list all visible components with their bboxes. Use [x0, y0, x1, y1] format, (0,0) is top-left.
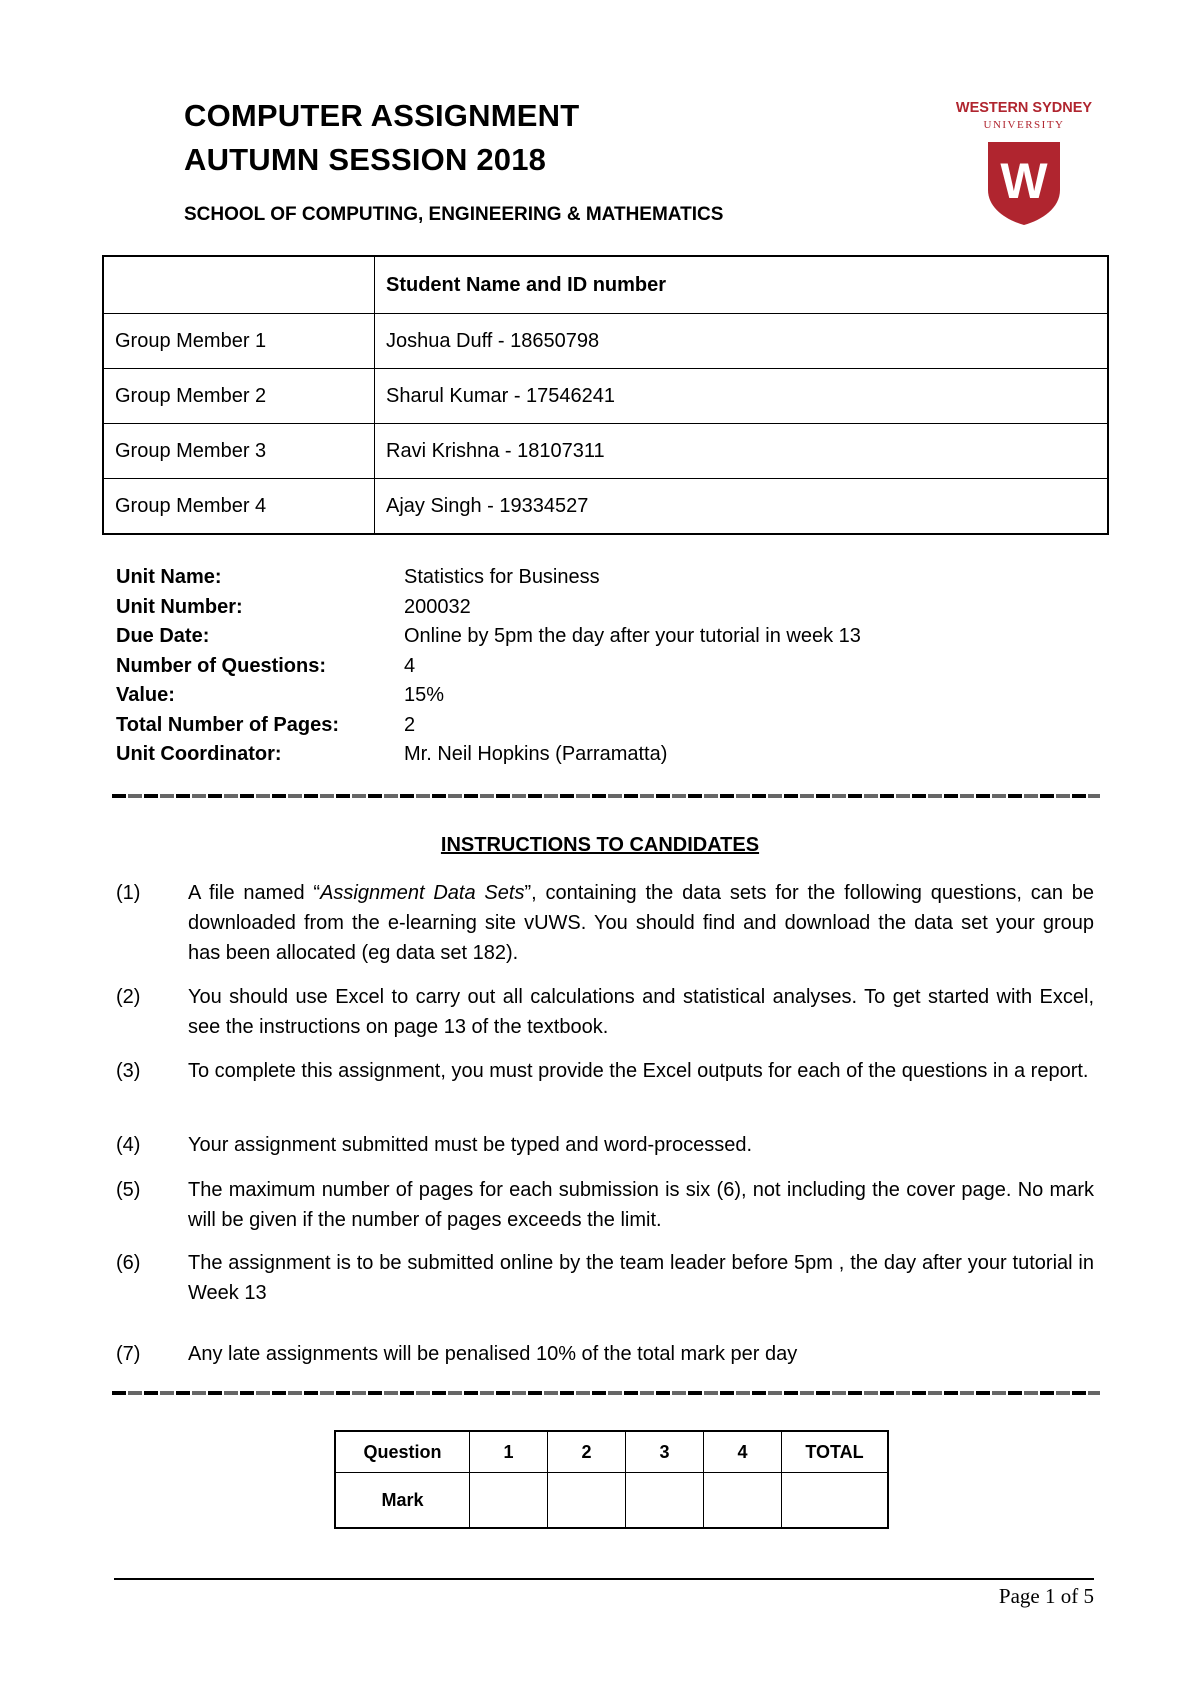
file-name: Assignment Data Sets [320, 882, 525, 904]
table-row [103, 424, 1108, 479]
instruction-text: Your assignment submitted must be typed and word-processed. [188, 1134, 753, 1156]
instruction-text: The assignment is to be submitted online by the team leader before 5pm , the day after your tutorial in Week 13 [188, 1252, 1094, 1304]
table-header-cell: Student Name and ID number [375, 256, 1109, 314]
info-value: Statistics for Business [404, 566, 600, 588]
group-members-table [102, 255, 1109, 535]
instruction-number: (7) [116, 1343, 141, 1365]
table-header-row [103, 256, 1108, 314]
instruction-number: (4) [116, 1134, 141, 1156]
table-row [335, 1431, 888, 1473]
member-label: Group Member 4 [103, 479, 375, 535]
instruction-text: To complete this assignment, you must provide the Excel outputs for each of the questions in a report. [188, 1060, 1089, 1082]
marks-header-cell: 2 [548, 1431, 626, 1473]
info-value: 4 [404, 654, 416, 677]
mark-cell [626, 1473, 704, 1529]
instruction-number: (1) [116, 882, 141, 904]
instruction-number: (6) [116, 1252, 141, 1274]
info-label: Unit Number: [116, 595, 243, 618]
member-value: Joshua Duff - 18650798 [375, 314, 1109, 369]
info-label: Value: [116, 684, 175, 706]
info-value: Online by 5pm the day after your tutorial in week 13 [404, 625, 861, 647]
info-row [116, 596, 861, 626]
info-value: 2 [404, 713, 416, 736]
instruction-text: A file named “Assignment Data Sets”, containing the data sets for the following questions, can be downloaded from the e-learning site vUWS. You should find and download the data set your group has been allocated (eg data set 182). [188, 882, 1094, 964]
info-label: Unit Name: [116, 566, 222, 588]
member-value: Ajay Singh - 19334527 [375, 479, 1109, 535]
logo-name: WESTERN SYDNEY [955, 100, 1093, 116]
info-label: Due Date: [116, 625, 210, 647]
school-name: SCHOOL OF COMPUTING, ENGINEERING & MATHEMATICS [184, 204, 724, 225]
session-title: AUTUMN SESSION 2018 [184, 142, 547, 177]
info-value: 15% [404, 684, 445, 706]
member-label: Group Member 1 [103, 314, 375, 369]
mark-cell [782, 1473, 889, 1529]
info-label: Unit Coordinator: [116, 743, 282, 765]
marks-table [334, 1430, 889, 1529]
table-row [103, 314, 1108, 369]
table-header-empty [103, 256, 375, 314]
marks-row-label: Mark [335, 1473, 470, 1529]
info-value: 200032 [404, 595, 471, 618]
table-row [103, 479, 1108, 535]
instruction-number: (5) [116, 1179, 141, 1201]
instruction-number: (2) [116, 986, 141, 1008]
instruction-text: The maximum number of pages for each submission is six (6), not including the cover page. No mark will be given if the number of pages exceeds the limit. [188, 1179, 1094, 1231]
info-label: Number of Questions: [116, 654, 327, 677]
footer-divider [114, 1578, 1094, 1580]
marks-header-cell: 4 [704, 1431, 782, 1473]
mark-cell [470, 1473, 548, 1529]
section-divider [112, 1391, 1100, 1395]
table-row [103, 369, 1108, 424]
page-number: Page 1 of 5 [998, 1584, 1094, 1608]
logo-letter: W [1000, 153, 1048, 209]
info-row [116, 625, 861, 655]
member-label: Group Member 2 [103, 369, 375, 424]
marks-header-cell: Question [335, 1431, 470, 1473]
instruction-number: (3) [116, 1060, 141, 1082]
instruction-text: Any late assignments will be penalised 10% of the total mark per day [188, 1343, 798, 1365]
section-divider [112, 794, 1100, 798]
instruction-text: You should use Excel to carry out all calculations and statistical analyses. To get started with Excel, see the instructions on page 13 of the textbook. [188, 986, 1094, 1038]
marks-header-cell: 3 [626, 1431, 704, 1473]
instructions-title: INSTRUCTIONS TO CANDIDATES [440, 834, 760, 856]
marks-header-cell: TOTAL [782, 1431, 889, 1473]
university-logo [944, 100, 1104, 230]
info-row [116, 743, 861, 773]
info-row [116, 684, 861, 714]
info-row [116, 714, 861, 744]
unit-info [116, 566, 861, 773]
shield-icon [986, 140, 1062, 226]
info-row [116, 566, 861, 596]
info-row [116, 655, 861, 685]
logo-subtitle: UNIVERSITY [983, 119, 1065, 131]
member-value: Ravi Krishna - 18107311 [375, 424, 1109, 479]
info-value: Mr. Neil Hopkins (Parramatta) [404, 743, 668, 765]
mark-cell [548, 1473, 626, 1529]
member-value: Sharul Kumar - 17546241 [375, 369, 1109, 424]
marks-header-cell: 1 [470, 1431, 548, 1473]
info-label: Total Number of Pages: [116, 713, 339, 736]
member-label: Group Member 3 [103, 424, 375, 479]
document-title: COMPUTER ASSIGNMENT [184, 98, 580, 133]
table-row [335, 1473, 888, 1529]
mark-cell [704, 1473, 782, 1529]
